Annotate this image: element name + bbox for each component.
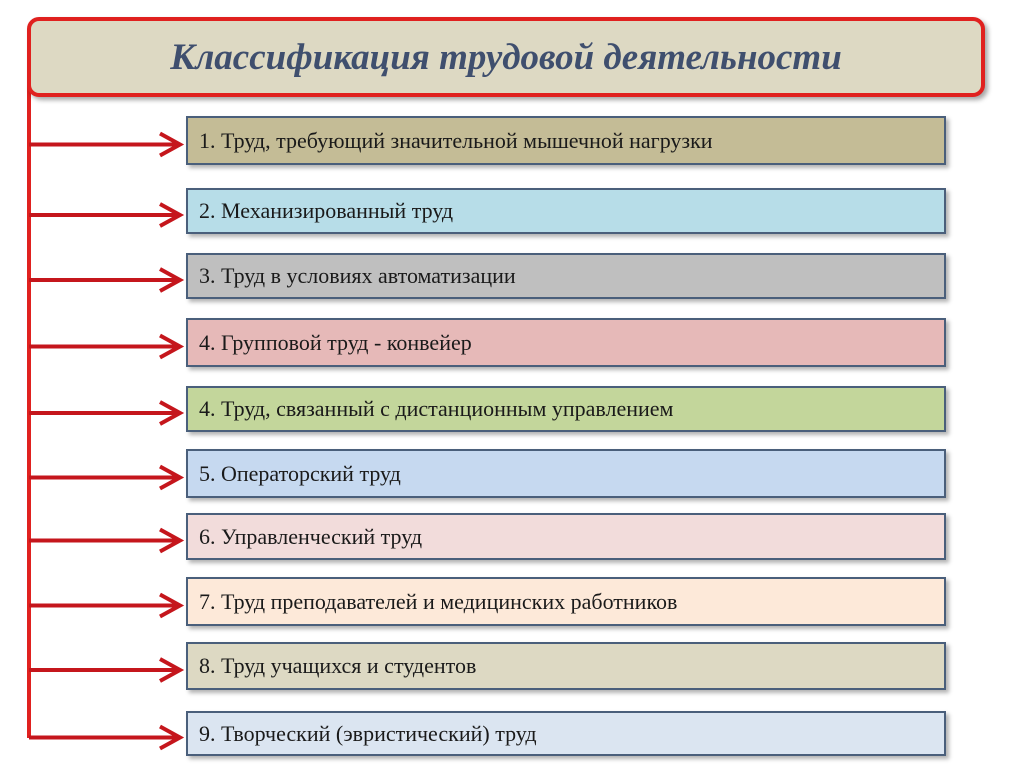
- arrowhead: [160, 467, 180, 489]
- category-label: 1. Труд, требующий значительной мышечной нагрузки: [199, 127, 713, 153]
- category-label: 9. Творческий (эвристический) труд: [199, 720, 537, 746]
- arrowhead: [160, 204, 180, 226]
- arrowhead: [160, 402, 180, 424]
- category-item: [186, 386, 946, 432]
- category-item: [186, 513, 946, 560]
- title-box: [27, 17, 985, 97]
- arrowhead: [160, 595, 180, 617]
- page-title: Классификация трудовой деятельности: [170, 36, 842, 78]
- category-label: 7. Труд преподавателей и медицинских работников: [199, 588, 678, 614]
- category-item: [186, 449, 946, 498]
- category-label: 4. Групповой труд - конвейер: [199, 329, 472, 355]
- arrowhead: [160, 336, 180, 358]
- category-item: [186, 188, 946, 234]
- category-item: [186, 116, 946, 165]
- category-item: [186, 642, 946, 690]
- arrowhead: [160, 530, 180, 552]
- category-label: 6. Управленческий труд: [199, 523, 423, 549]
- arrowhead: [160, 727, 180, 749]
- category-item: [186, 253, 946, 299]
- category-item: [186, 711, 946, 756]
- category-label: 8. Труд учащихся и студентов: [199, 653, 477, 678]
- category-item: [186, 318, 946, 367]
- category-label: 4. Труд, связанный с дистанционным управлением: [199, 396, 674, 421]
- category-label: 3. Труд в условиях автоматизации: [199, 263, 516, 288]
- arrowhead: [160, 269, 180, 291]
- arrowhead: [160, 134, 180, 156]
- category-item: [186, 577, 946, 626]
- category-label: 5. Операторский труд: [199, 460, 401, 486]
- category-label: 2. Механизированный труд: [199, 198, 454, 223]
- arrowhead: [160, 659, 180, 681]
